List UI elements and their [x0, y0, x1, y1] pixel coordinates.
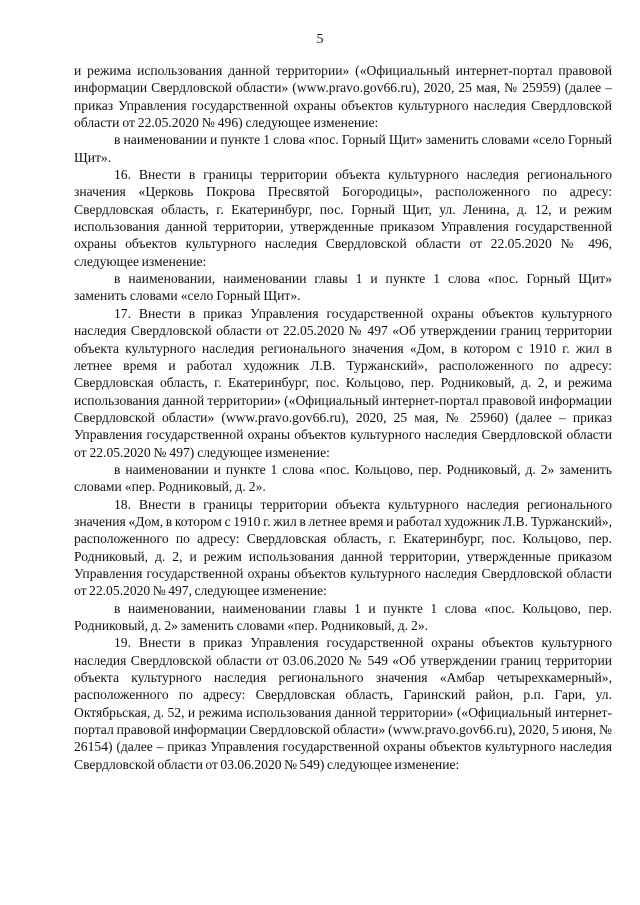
paragraph-item-16: 16. Внести в границы территории объекта культурного наследия регионального значения «Церковь Покрова Пресвятой Богородицы», расположенного по адресу: Свердловская область, г. Екатеринбург, пос. Горный Щит, ул. Ленина, д. 12, и режим использования данной территории, утвержденные приказом Управления государственной охраны объектов культурного наследия Свердловской области от 22.05.2020 № 496, следующее изменение: — [74, 167, 612, 269]
paragraph-item-19: 19. Внести в приказ Управления государственной охраны объектов культурного наследия Свердловской области от 03.06.2020 № 549 «Об утверждении границ территории объекта культурного наследия регионального значения «Амбар четырехкамерный», расположенного по адресу: Свердловская область, Гаринский район, р.п. Гари, ул. Октябрьская, д. 52, и режима использования данной территории» («Официальный интернет-портал правовой информации Свердловской области» (www.pravo.gov66.ru), 2020, 5 июня, № 26154) (далее – приказ Управления государственной охраны объектов культурного наследия Свердловской области от 03.06.2020 № 549) следующее изменение: — [74, 635, 612, 772]
paragraph-item-17: 17. Внести в приказ Управления государственной охраны объектов культурного наследия Свердловской области от 22.05.2020 № 497 «Об утверждении границ территории объекта культурного наследия регионального значения «Дом, в котором с 1910 г. жил в летнее время и работал художник Л.В. Туржанский», расположенного по адресу: Свердловская область, г. Екатеринбург, пос. Кольцово, пер. Родниковый, д. 2, и режима использования данной территории» («Официальный интернет-портал правовой информации Свердловской области» (www.pravo.gov66.ru), 2020, 25 мая, № 25960) (далее – приказ Управления государственной охраны объектов культурного наследия Свердловской области от 22.05.2020 № 497) следующее изменение: — [74, 305, 612, 460]
paragraph-amendment-17: в наименовании и пункте 1 слова «пос. Кольцово, пер. Родниковый, д. 2» заменить словами «пер. Родниковый, д. 2». — [74, 461, 612, 495]
paragraph-amendment-15: в наименовании и пункте 1 слова «пос. Горный Щит» заменить словами «село Горный Щит». — [74, 132, 612, 165]
paragraph-amendment-16: в наименовании, наименовании главы 1 и пункте 1 слова «пос. Горный Щит» заменить словами «село Горный Щит». — [74, 271, 612, 304]
paragraph-continuation: и режима использования данной территории» («Официальный интернет-портал правовой информации Свердловской области» (www.pravo.gov66.ru), 2020, 25 мая, № 25959) (далее – приказ Управления государственной охраны объектов культурного наследия Свердловской области от 22.05.2020 № 496) следующее изменение: — [74, 63, 612, 131]
paragraph-item-18: 18. Внести в границы территории объекта культурного наследия регионального значения «Дом, в котором с 1910 г. жил в летнее время и работал художник Л.В. Туржанский», расположенного по адресу: Свердловская область, г. Екатеринбург, пос. Кольцово, пер. Родниковый, д. 2, и режим использования данной территории, утвержденные приказом Управления государственной охраны объектов культурного наследия Свердловской области от 22.05.2020 № 497, следующее изменение: — [74, 496, 612, 599]
page-number: 5 — [316, 32, 324, 47]
paragraph-amendment-18: в наименовании, наименовании главы 1 и пункте 1 слова «пос. Кольцово, пер. Родниковый, д. 2» заменить словами «пер. Родниковый, д. 2». — [74, 600, 612, 633]
document-body — [74, 62, 612, 773]
